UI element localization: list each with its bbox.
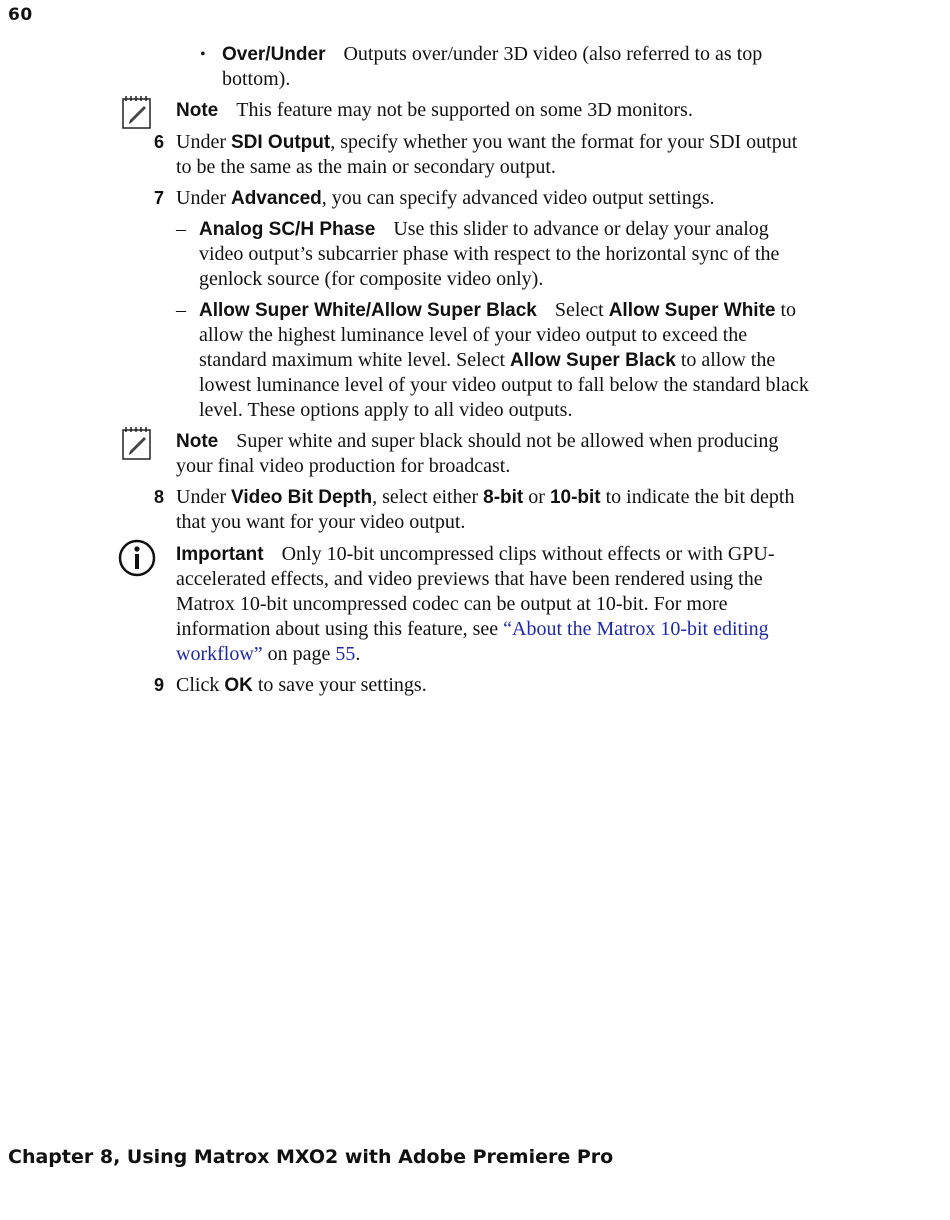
bullet-term: Over/Under [222,44,326,65]
step-8-b2: 10-bit [549,487,601,508]
sub-super-white-black [199,298,814,423]
important-label: Important [176,544,264,565]
step-6-text: , specify whether you want the format for your SDI output to be the same as the main or secondary output. [176,131,798,178]
step-7-pre: Under [176,187,231,209]
step-8-number: 8 [154,487,165,507]
note-2 [176,429,816,479]
sub-super-t3: to allow the lowest luminance level of your video output to fall below the standard black level. These options apply to all video outputs. [199,349,809,421]
sub-super-b1: Allow Super White [608,300,776,321]
important-text: Only 10-bit uncompressed clips without effects or with GPU-accelerated effects, and video previews that have been rendered using the Matrox 10-bit uncompressed codec can be output at 10-bit. For more information about using this feature, see [176,543,775,640]
note-2-label: Note [176,431,219,452]
sub-analog-term: Analog SC/H Phase [199,219,376,240]
dash-marker: – [176,218,186,240]
step-7-number: 7 [154,188,165,208]
step-9 [176,673,816,698]
step-8-t3: to indicate the bit depth that you want for your video output. [176,486,795,533]
step-8-b1: 8-bit [483,487,524,508]
note-1 [176,98,816,123]
notepad-pencil-icon [120,94,154,130]
step-6-term: SDI Output [230,132,331,153]
info-circle-icon [117,538,157,578]
step-8-term: Video Bit Depth [230,487,373,508]
step-6-number: 6 [154,132,165,152]
bullet-marker: • [200,46,206,63]
workflow-link[interactable]: “About the Matrox 10-bit editing workflow” [176,618,769,665]
step-6-pre: Under [176,131,231,153]
chapter-footer: Chapter 8, Using Matrox MXO2 with Adobe Premiere Pro [8,1146,614,1168]
important-end: . [355,643,361,665]
sub-super-term: Allow Super White/Allow Super Black [199,300,537,321]
step-8 [176,485,816,535]
step-8-t2: or [523,486,550,508]
step-9-number: 9 [154,675,165,695]
sub-super-b2: Allow Super Black [510,350,676,371]
important-block [176,542,816,667]
sub-analog-phase [199,217,814,292]
step-7-term: Advanced [230,188,322,209]
note-1-label: Note [176,100,219,121]
step-8-pre: Under [176,486,231,508]
step-8-t1: , select either [372,486,484,508]
note-2-text: Super white and super black should not be allowed when producing your final video production for broadcast. [176,430,779,477]
notepad-pencil-icon [120,425,154,461]
sub-super-t1: Select [554,299,609,321]
note-1-text: This feature may not be supported on some 3D monitors. [236,99,693,121]
important-mid: on page [262,643,336,665]
step-7-text: , you can specify advanced video output settings. [321,187,715,209]
sub-super-t2: to allow the highest luminance level of your video output to exceed the standard maximum white level. Select [199,299,797,371]
step-6 [176,130,816,180]
step-7 [176,186,816,211]
bullet-text: Outputs over/under 3D video (also referred to as top bottom). [222,43,763,90]
sub-analog-text: Use this slider to advance or delay your analog video output’s subcarrier phase with respect to the horizontal sync of the genlock source (for composite video only). [199,218,780,290]
bullet-over-under [222,42,812,92]
page-55-link[interactable]: 55 [335,643,356,665]
page-number: 60 [8,5,33,25]
step-9-term: OK [224,675,253,696]
step-9-text: to save your settings. [252,674,427,696]
step-9-pre: Click [176,674,225,696]
dash-marker: – [176,299,186,321]
